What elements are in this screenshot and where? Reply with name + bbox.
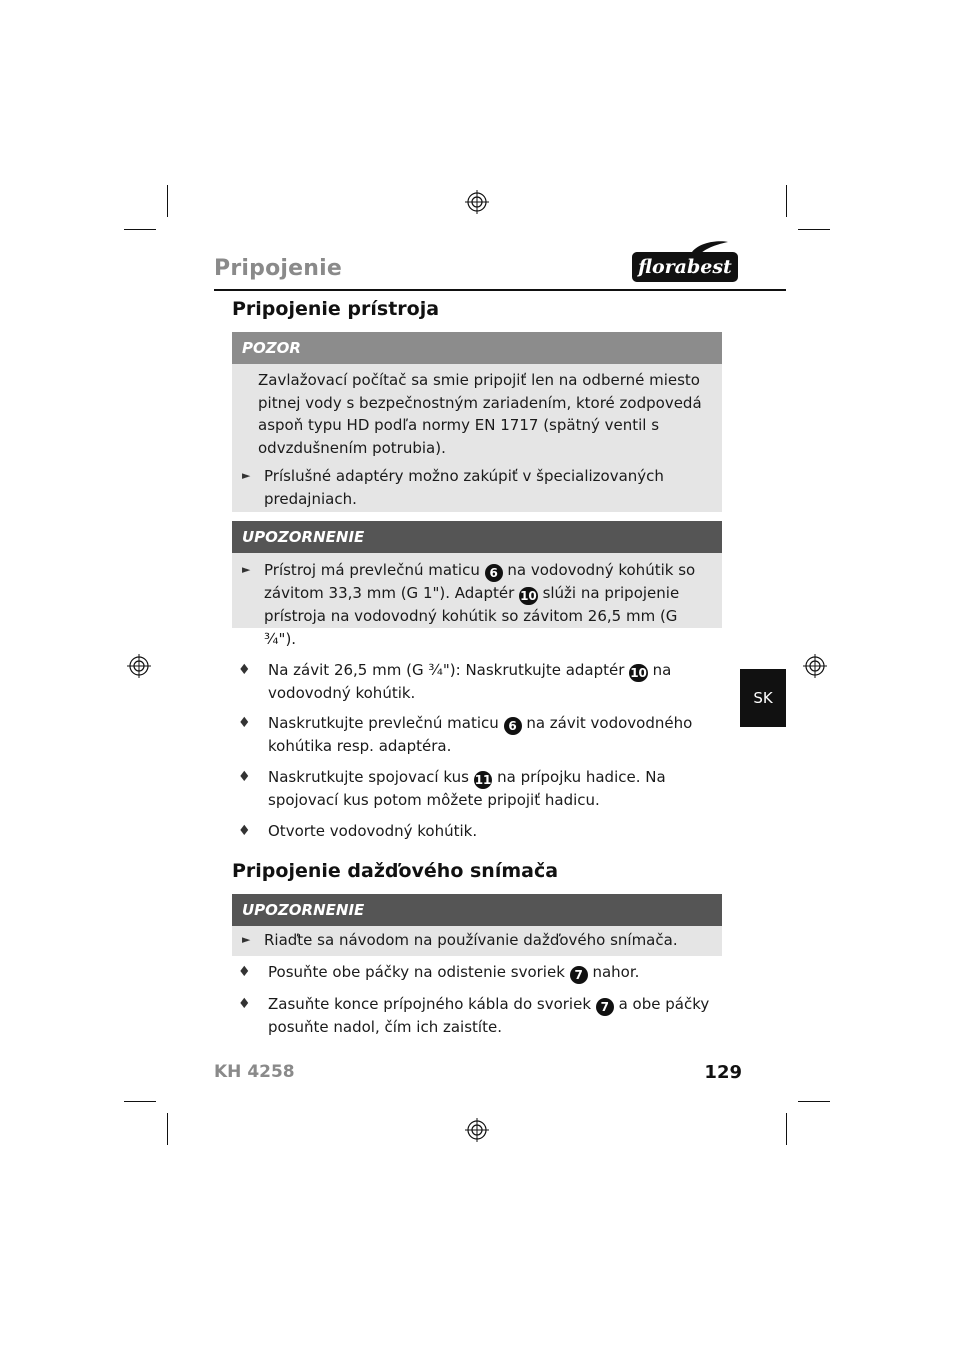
- crop-mark: [786, 1113, 787, 1145]
- registration-mark-icon: [127, 654, 151, 678]
- section-heading: Pripojenie dažďového snímača: [232, 860, 559, 882]
- item-text: Posuňte obe páčky na odistenie svoriek: [268, 963, 565, 981]
- part-number-badge: 7: [596, 998, 614, 1016]
- list-item: [232, 659, 727, 705]
- item-text: slúži na pripojenie prístroja na vodovodný kohútik so závitom 26,5 mm (G ¾").: [264, 584, 680, 648]
- list-item: [232, 993, 727, 1039]
- title-rule: [214, 289, 786, 291]
- part-number-badge: 7: [570, 966, 588, 984]
- language-tab: SK: [740, 669, 786, 727]
- item-text: Otvorte vodovodný kohútik.: [268, 822, 478, 840]
- pozor-box: [232, 364, 722, 512]
- arrow-right-icon: ►: [242, 563, 251, 576]
- part-number-badge: 6: [485, 564, 503, 582]
- upozornenie-header: UPOZORNENIE: [232, 521, 722, 553]
- page-title: Pripojenie: [214, 256, 342, 281]
- upozornenie-box: [232, 553, 722, 648]
- diamond-bullet-icon: ♦: [238, 662, 251, 678]
- diamond-bullet-icon: ♦: [238, 715, 251, 731]
- list-item: [232, 961, 727, 984]
- item-text: nahor.: [592, 963, 640, 981]
- pozor-item: [232, 465, 722, 510]
- item-text: na vodovodný kohútik so závitom 33,3 mm (G 1"). Adaptér: [264, 561, 696, 602]
- crop-mark: [124, 1101, 156, 1102]
- registration-mark-icon: [803, 654, 827, 678]
- item-text: Riaďte sa návodom na používanie dažďového snímača.: [264, 931, 678, 949]
- pozor-header: POZOR: [232, 332, 722, 364]
- part-number-badge: 10: [520, 589, 537, 603]
- model-number: KH 4258: [214, 1062, 295, 1082]
- pozor-item-text: Príslušné adaptéry možno zakúpiť v špecializovaných predajniach.: [264, 467, 664, 508]
- item-text: Naskrutkujte spojovací kus: [268, 768, 469, 786]
- item-text: Naskrutkujte prevlečnú maticu: [268, 714, 499, 732]
- crop-mark: [798, 229, 830, 230]
- diamond-bullet-icon: ♦: [238, 823, 251, 839]
- crop-mark: [167, 1113, 168, 1145]
- crop-mark: [798, 1101, 830, 1102]
- list-item: [232, 820, 727, 843]
- arrow-right-icon: ►: [242, 933, 251, 946]
- upozornenie-item: [232, 559, 722, 650]
- item-text: Prístroj má prevlečnú maticu: [264, 561, 480, 579]
- diamond-bullet-icon: ♦: [238, 769, 251, 785]
- item-text: Na závit 26,5 mm (G ¾"): Naskrutkujte adaptér: [268, 661, 625, 679]
- item-text: na vodovodný kohútik.: [268, 661, 672, 702]
- pozor-paragraph: Zavlažovací počítač sa smie pripojiť len na odberné miesto pitnej vody s bezpečnostným zariadením, ktoré zodpovedá aspoň typu HD podľa normy EN 1717 (spätný ventil s odvzdušnením potrubia).: [258, 371, 702, 457]
- brand-text: florabest: [638, 256, 732, 278]
- item-text: na prípojku hadice. Na spojovací kus potom môžete pripojiť hadicu.: [268, 768, 666, 809]
- upozornenie-box: [232, 926, 722, 956]
- item-text: a obe páčky posuňte nadol, čím ich zaistíte.: [268, 995, 710, 1036]
- upozornenie-header: UPOZORNENIE: [232, 894, 722, 926]
- registration-mark-icon: [465, 190, 489, 214]
- diamond-bullet-icon: ♦: [238, 964, 251, 980]
- item-text: Zasuňte konce prípojného kábla do svoriek: [268, 995, 592, 1013]
- crop-mark: [124, 229, 156, 230]
- item-text: na závit vodovodného kohútika resp. adaptéra.: [268, 714, 693, 755]
- part-number-badge: 6: [504, 717, 522, 735]
- registration-mark-icon: [465, 1118, 489, 1142]
- part-number-badge: 11: [474, 773, 492, 787]
- diamond-bullet-icon: ♦: [238, 996, 251, 1012]
- list-item: [232, 712, 727, 758]
- part-number-badge: 10: [630, 666, 647, 680]
- crop-mark: [786, 185, 787, 217]
- section-heading: Pripojenie prístroja: [232, 298, 440, 320]
- arrow-right-icon: ►: [242, 469, 251, 482]
- florabest-logo: [630, 240, 740, 284]
- crop-mark: [167, 185, 168, 217]
- list-item: [232, 766, 727, 812]
- upozornenie-item: [232, 929, 722, 952]
- page-number: 129: [704, 1062, 742, 1083]
